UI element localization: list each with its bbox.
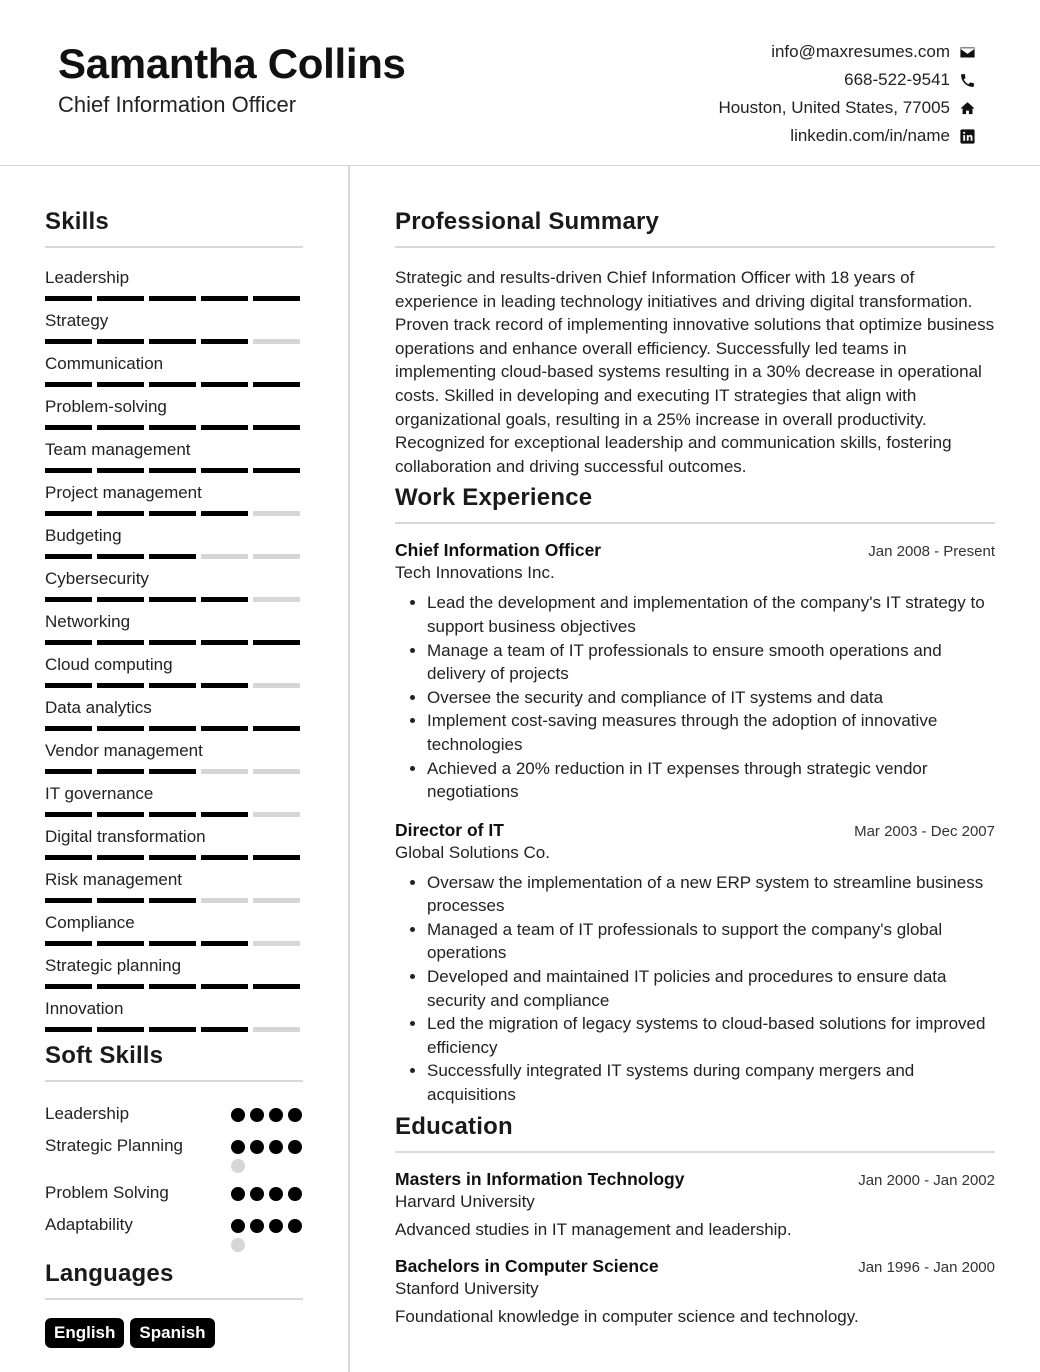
linkedin-icon [958, 127, 976, 145]
soft-skills-section [45, 1042, 303, 1252]
education-date: Jan 2000 - Jan 2002 [858, 1171, 995, 1189]
skill-level-bars [45, 339, 303, 344]
skill-item [45, 526, 303, 569]
skill-level-bars [45, 812, 303, 817]
skill-level-segment [253, 984, 300, 989]
languages-title: Languages [45, 1260, 303, 1300]
skill-level-segment [149, 855, 196, 860]
skill-level-segment [201, 511, 248, 516]
skill-level-bars [45, 769, 303, 774]
rating-dot [288, 1108, 302, 1122]
skill-level-segment [97, 597, 144, 602]
skill-level-segment [149, 296, 196, 301]
skill-level-segment [253, 726, 300, 731]
skill-level-segment [45, 1027, 92, 1032]
skill-level-segment [97, 1027, 144, 1032]
contact-linkedin-text: linkedin.com/in/name [790, 126, 950, 145]
skill-level-segment [97, 425, 144, 430]
skill-level-segment [45, 984, 92, 989]
rating-dot [269, 1108, 283, 1122]
job-bullet: • Manage a team of IT professionals to ensure smooth operations and delivery of projects [427, 639, 995, 686]
soft-skills-title: Soft Skills [45, 1042, 303, 1082]
skill-level-segment [97, 769, 144, 774]
skill-name: Innovation [45, 999, 124, 1018]
skill-name: Cloud computing [45, 655, 173, 674]
skill-item [45, 311, 303, 354]
languages-section [45, 1260, 303, 1348]
skill-level-segment [97, 812, 144, 817]
skill-level-bars [45, 941, 303, 946]
soft-skill-rating [231, 1187, 303, 1201]
job-header [395, 540, 995, 561]
skill-level-segment [97, 683, 144, 688]
skill-level-segment [201, 382, 248, 387]
contact-phone[interactable] [576, 66, 976, 94]
degree-name: Bachelors in Computer Science [395, 1255, 659, 1276]
skill-level-segment [149, 511, 196, 516]
skill-level-bars [45, 554, 303, 559]
skill-level-bars [45, 898, 303, 903]
skill-level-bars [45, 984, 303, 989]
skill-level-bars [45, 640, 303, 645]
skill-level-segment [253, 855, 300, 860]
rating-dot [269, 1140, 283, 1154]
skill-level-segment [201, 769, 248, 774]
job-company: Tech Innovations Inc. [395, 563, 555, 583]
job-bullet: • Oversaw the implementation of a new ERP system to streamline business processes [427, 871, 995, 918]
skill-level-segment [97, 726, 144, 731]
job-bullet: • Lead the development and implementation of the company's IT strategy to support business objectives [427, 591, 995, 638]
rating-dot [288, 1187, 302, 1201]
skill-level-segment [149, 597, 196, 602]
skill-item [45, 569, 303, 612]
rating-dot [250, 1219, 264, 1233]
contact-phone-text: 668-522-9541 [844, 70, 950, 89]
skill-level-segment [149, 468, 196, 473]
skill-level-segment [149, 683, 196, 688]
soft-skill-rating [231, 1108, 303, 1122]
skill-item [45, 956, 303, 999]
skill-level-segment [149, 769, 196, 774]
skill-level-segment [201, 296, 248, 301]
contact-address-text: Houston, United States, 77005 [718, 98, 950, 117]
education-list [395, 1169, 995, 1327]
summary-text: Strategic and results-driven Chief Information Officer with 18 years of experience in leading technology initiatives and driving digital transformation. Proven track record of implementing innovative solutions that optimize business operations and enhance overall efficiency. Successfully led teams in implementing cloud-based systems resulting in a 30% decrease in operational costs. Skilled in developing and executing IT strategies that align with organizational goals, resulting in a 25% increase in overall productivity. Recognized for exceptional leadership and communication skills, fostering collaboration and driving successful outcomes. [395, 268, 995, 476]
soft-skill-name: Leadership [45, 1104, 130, 1123]
skill-name: Vendor management [45, 741, 203, 760]
skill-level-segment [201, 339, 248, 344]
resume-header [0, 0, 1040, 166]
degree-name: Masters in Information Technology [395, 1168, 685, 1189]
rating-dot [250, 1187, 264, 1201]
skill-item [45, 698, 303, 741]
rating-dot [231, 1159, 245, 1173]
experience-section [395, 484, 995, 1106]
skill-level-segment [45, 640, 92, 645]
home-icon [958, 99, 976, 117]
skill-level-segment [253, 425, 300, 430]
job-entry [395, 820, 995, 1107]
skill-level-segment [45, 554, 92, 559]
skill-level-bars [45, 726, 303, 731]
language-chip: English [45, 1318, 124, 1348]
soft-skill-name: Adaptability [45, 1215, 133, 1234]
job-bullet: • Achieved a 20% reduction in IT expenses through strategic vendor negotiations [427, 757, 995, 804]
skill-level-segment [253, 898, 300, 903]
experience-title: Work Experience [395, 484, 995, 524]
education-section [395, 1113, 995, 1327]
skill-level-segment [201, 898, 248, 903]
skill-level-segment [201, 554, 248, 559]
skill-item [45, 483, 303, 526]
contact-linkedin[interactable] [576, 122, 976, 150]
skill-name: Strategy [45, 311, 109, 330]
skill-level-segment [201, 941, 248, 946]
education-description: Foundational knowledge in computer science and technology. [395, 1306, 859, 1326]
rating-dot [269, 1219, 283, 1233]
skill-item [45, 354, 303, 397]
rating-dot [231, 1219, 245, 1233]
skill-level-segment [149, 1027, 196, 1032]
skill-level-segment [97, 468, 144, 473]
rating-dot [231, 1140, 245, 1154]
skill-level-segment [253, 597, 300, 602]
skill-level-segment [253, 769, 300, 774]
skill-level-segment [149, 554, 196, 559]
job-title: Director of IT [395, 819, 504, 840]
contact-block [576, 38, 976, 150]
column-divider [348, 166, 350, 1372]
skill-level-segment [253, 640, 300, 645]
skill-level-segment [253, 812, 300, 817]
skill-name: Leadership [45, 268, 130, 287]
job-header [395, 820, 995, 841]
education-date: Jan 1996 - Jan 2000 [858, 1258, 995, 1276]
contact-address [576, 94, 976, 122]
skill-level-segment [201, 468, 248, 473]
education-header [395, 1169, 995, 1190]
skill-level-bars [45, 511, 303, 516]
summary-title: Professional Summary [395, 208, 995, 248]
skill-item [45, 827, 303, 870]
skill-level-segment [149, 425, 196, 430]
skill-level-bars [45, 468, 303, 473]
skill-level-segment [97, 339, 144, 344]
skill-level-bars [45, 382, 303, 387]
skill-name: Strategic planning [45, 956, 182, 975]
skill-level-segment [201, 597, 248, 602]
languages-list [45, 1318, 303, 1348]
job-bullet: • Successfully integrated IT systems during company mergers and acquisitions [427, 1059, 995, 1106]
rating-dot [231, 1187, 245, 1201]
job-bullets [427, 591, 995, 803]
education-title: Education [395, 1113, 995, 1153]
education-entry [395, 1256, 995, 1327]
skill-name: Team management [45, 440, 191, 459]
skill-level-segment [201, 812, 248, 817]
summary-section [395, 208, 995, 478]
skill-level-bars [45, 683, 303, 688]
skill-name: IT governance [45, 784, 154, 803]
soft-skill-name: Strategic Planning [45, 1136, 183, 1155]
skill-item [45, 913, 303, 956]
skill-item [45, 612, 303, 655]
job-date: Mar 2003 - Dec 2007 [854, 822, 995, 840]
skill-level-segment [97, 855, 144, 860]
skill-level-segment [45, 425, 92, 430]
job-bullets [427, 871, 995, 1107]
soft-skill-item [45, 1102, 303, 1126]
phone-icon [958, 71, 976, 89]
job-date: Jan 2008 - Present [868, 543, 995, 561]
skill-level-bars [45, 597, 303, 602]
skill-level-segment [201, 683, 248, 688]
job-bullet: • Implement cost-saving measures through the adoption of innovative technologies [427, 709, 995, 756]
skill-name: Digital transformation [45, 827, 206, 846]
skills-section [45, 208, 303, 1042]
skill-level-segment [97, 640, 144, 645]
soft-skill-item [45, 1213, 303, 1252]
skill-level-segment [45, 511, 92, 516]
rating-dot [231, 1108, 245, 1122]
skill-level-segment [45, 812, 92, 817]
experience-list [395, 540, 995, 1106]
skill-level-segment [97, 511, 144, 516]
job-entry [395, 540, 995, 803]
contact-email[interactable] [576, 38, 976, 66]
skill-item [45, 655, 303, 698]
rating-dot [288, 1219, 302, 1233]
skill-item [45, 440, 303, 483]
skill-level-bars [45, 425, 303, 430]
left-column [45, 208, 303, 1348]
skill-level-segment [45, 769, 92, 774]
skill-name: Risk management [45, 870, 183, 889]
envelope-icon [958, 43, 976, 61]
skill-level-segment [45, 683, 92, 688]
skill-level-bars [45, 1027, 303, 1032]
candidate-name: Samantha Collins [58, 40, 406, 87]
skill-level-bars [45, 855, 303, 860]
rating-dot [250, 1108, 264, 1122]
skills-title: Skills [45, 208, 303, 248]
language-chip: Spanish [130, 1318, 214, 1348]
skill-level-segment [97, 382, 144, 387]
skill-level-segment [253, 468, 300, 473]
soft-skill-name: Problem Solving [45, 1183, 169, 1202]
skill-level-segment [45, 855, 92, 860]
skill-level-segment [201, 984, 248, 989]
soft-skill-rating [231, 1219, 303, 1252]
skill-level-segment [149, 984, 196, 989]
soft-skills-list [45, 1102, 303, 1252]
skill-level-segment [97, 554, 144, 559]
skill-level-segment [97, 296, 144, 301]
skill-level-segment [253, 296, 300, 301]
skill-item [45, 397, 303, 440]
education-header [395, 1256, 995, 1277]
skill-level-segment [253, 339, 300, 344]
soft-skill-rating [231, 1140, 303, 1173]
skill-level-segment [149, 812, 196, 817]
job-bullet: • Led the migration of legacy systems to cloud-based solutions for improved efficiency [427, 1012, 995, 1059]
skill-level-segment [45, 898, 92, 903]
skill-level-segment [97, 984, 144, 989]
skill-name: Project management [45, 483, 202, 502]
skill-level-segment [201, 640, 248, 645]
rating-dot [269, 1187, 283, 1201]
education-description: Advanced studies in IT management and leadership. [395, 1219, 792, 1239]
skill-name: Networking [45, 612, 131, 631]
skill-level-segment [45, 597, 92, 602]
skill-level-segment [97, 941, 144, 946]
rating-dot [231, 1238, 245, 1252]
skill-level-segment [149, 640, 196, 645]
skill-level-segment [45, 382, 92, 387]
skill-level-segment [201, 855, 248, 860]
school-name: Stanford University [395, 1278, 539, 1298]
skill-level-segment [149, 382, 196, 387]
skill-name: Data analytics [45, 698, 152, 717]
candidate-title: Chief Information Officer [58, 92, 297, 117]
skill-level-segment [201, 425, 248, 430]
skill-level-segment [253, 554, 300, 559]
skill-level-segment [45, 726, 92, 731]
skill-level-segment [201, 726, 248, 731]
soft-skill-item [45, 1181, 303, 1205]
job-company: Global Solutions Co. [395, 842, 550, 862]
skill-level-segment [45, 941, 92, 946]
job-title: Chief Information Officer [395, 540, 602, 561]
skill-level-segment [45, 296, 92, 301]
skill-level-segment [149, 898, 196, 903]
skill-level-segment [45, 468, 92, 473]
skill-name: Compliance [45, 913, 135, 932]
skill-level-segment [201, 1027, 248, 1032]
skill-item [45, 268, 303, 311]
skill-name: Budgeting [45, 526, 122, 545]
contact-email-text: info@maxresumes.com [771, 42, 950, 61]
skill-level-segment [253, 941, 300, 946]
skill-item [45, 784, 303, 827]
skill-level-segment [253, 683, 300, 688]
school-name: Harvard University [395, 1191, 535, 1211]
skill-level-segment [253, 511, 300, 516]
skill-level-bars [45, 296, 303, 301]
skill-name: Cybersecurity [45, 569, 149, 588]
skill-level-segment [149, 726, 196, 731]
job-bullet: • Developed and maintained IT policies and procedures to ensure data security and compliance [427, 965, 995, 1012]
education-entry [395, 1169, 995, 1240]
rating-dot [288, 1140, 302, 1154]
soft-skill-item [45, 1134, 303, 1173]
job-bullet: • Oversee the security and compliance of IT systems and data [427, 686, 995, 710]
skill-level-segment [149, 941, 196, 946]
skill-name: Problem-solving [45, 397, 167, 416]
job-bullet: • Managed a team of IT professionals to support the company's global operations [427, 918, 995, 965]
rating-dot [250, 1140, 264, 1154]
skill-level-segment [253, 1027, 300, 1032]
skill-item [45, 870, 303, 913]
skill-item [45, 999, 303, 1042]
skill-item [45, 741, 303, 784]
skill-level-segment [97, 898, 144, 903]
skill-level-segment [45, 339, 92, 344]
skills-list [45, 268, 303, 1042]
skill-level-segment [149, 339, 196, 344]
skill-name: Communication [45, 354, 164, 373]
skill-level-segment [253, 382, 300, 387]
right-column [395, 208, 995, 1327]
